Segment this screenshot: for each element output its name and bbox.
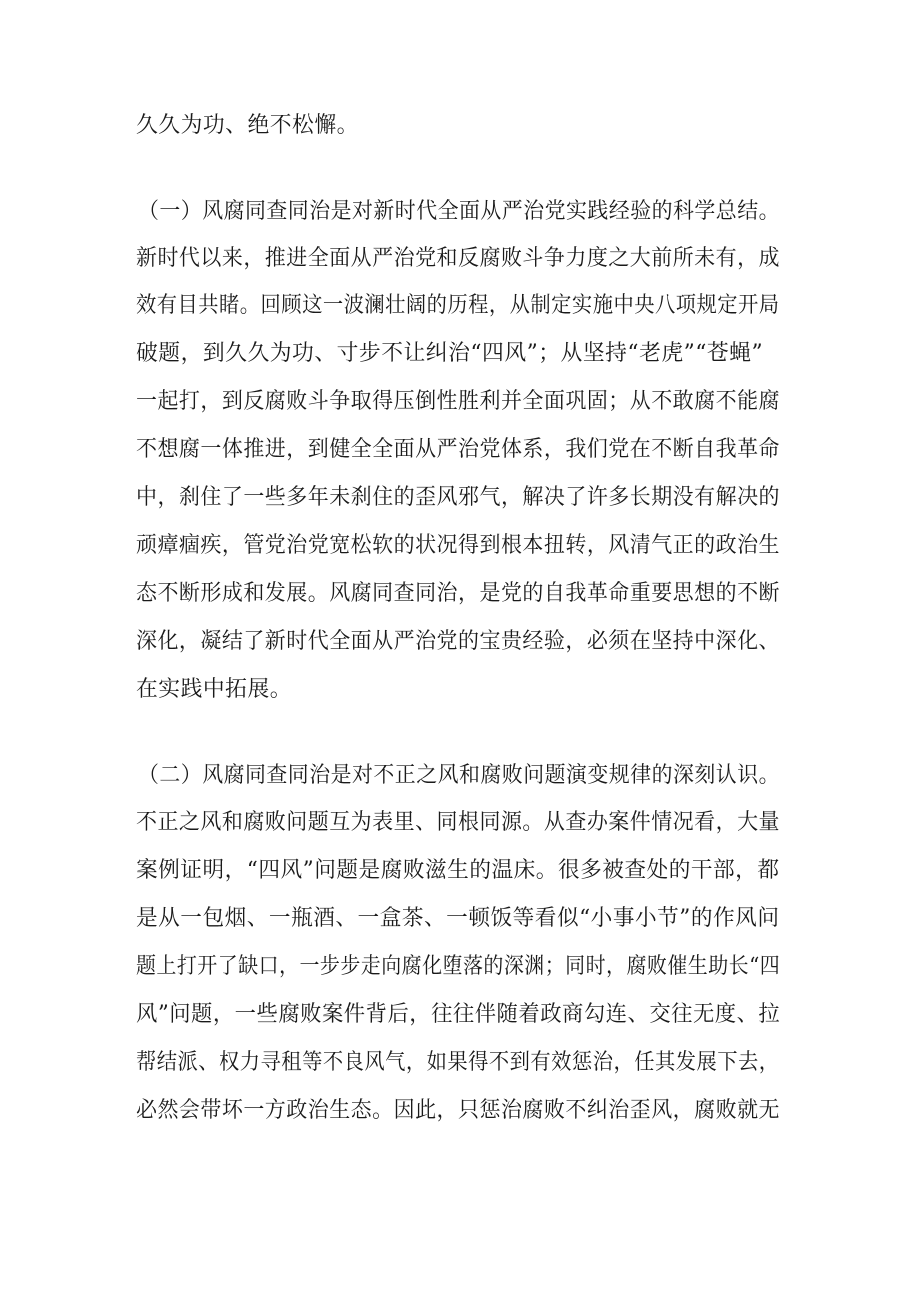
text-line: 风”问题，一些腐败案件背后，往往伴随着政商勾连、交往无度、拉 xyxy=(136,1002,781,1027)
text-line: 一起打，到反腐败斗争取得压倒性胜利并全面巩固；从不敢腐不能腐 xyxy=(136,389,781,414)
text-line: 题上打开了缺口，一步步走向腐化堕落的深渊；同时，腐败催生助长“四 xyxy=(136,954,781,979)
text-line: 在实践中拓展。 xyxy=(136,677,293,702)
text-line: 案例证明，“四风”问题是腐败滋生的温床。很多被查处的干部，都 xyxy=(136,858,780,883)
text-line: 久久为功、绝不松懈。 xyxy=(136,113,359,138)
text-line: 是从一包烟、一瓶酒、一盒茶、一顿饭等看似“小事小节”的作风问 xyxy=(136,906,780,931)
text-line: 帮结派、权力寻租等不良风气，如果得不到有效惩治，任其发展下去， xyxy=(136,1050,780,1075)
text-line: 中，刹住了一些多年未刹住的歪风邪气，解决了许多长期没有解决的 xyxy=(136,485,781,510)
text-line: 破题，到久久为功、寸步不让纠治“四风”；从坚持“老虎”“苍蝇” xyxy=(136,341,764,366)
text-line: 不正之风和腐败问题互为表里、同根同源。从查办案件情况看，大量 xyxy=(136,810,781,835)
text-line: 深化，凝结了新时代全面从严治党的宝贵经验，必须在坚持中深化、 xyxy=(136,629,781,654)
text-line: 必然会带坏一方政治生态。因此，只惩治腐败不纠治歪风，腐败就无 xyxy=(136,1098,781,1123)
paragraph-heading-line: （二）风腐同查同治是对不正之风和腐败问题演变规律的深刻认识。 xyxy=(138,763,781,788)
text-line: 态不断形成和发展。风腐同查同治，是党的自我革命重要思想的不断 xyxy=(136,581,781,606)
text-line: 不想腐一体推进，到健全全面从严治党体系，我们党在不断自我革命 xyxy=(136,437,781,462)
text-line xyxy=(136,1137,780,1181)
text-line: 效有目共睹。回顾这一波澜壮阔的历程，从制定实施中央八项规定开局 xyxy=(136,293,780,318)
text-line: 顽瘴痼疾，管党治党宽松软的状况得到根本扭转，风清气正的政治生 xyxy=(136,533,781,558)
paragraph-heading-line: （一）风腐同查同治是对新时代全面从严治党实践经验的科学总结。 xyxy=(138,199,781,224)
text-line: 新时代以来，推进全面从严治党和反腐败斗争力度之大前所未有，成 xyxy=(136,246,781,271)
